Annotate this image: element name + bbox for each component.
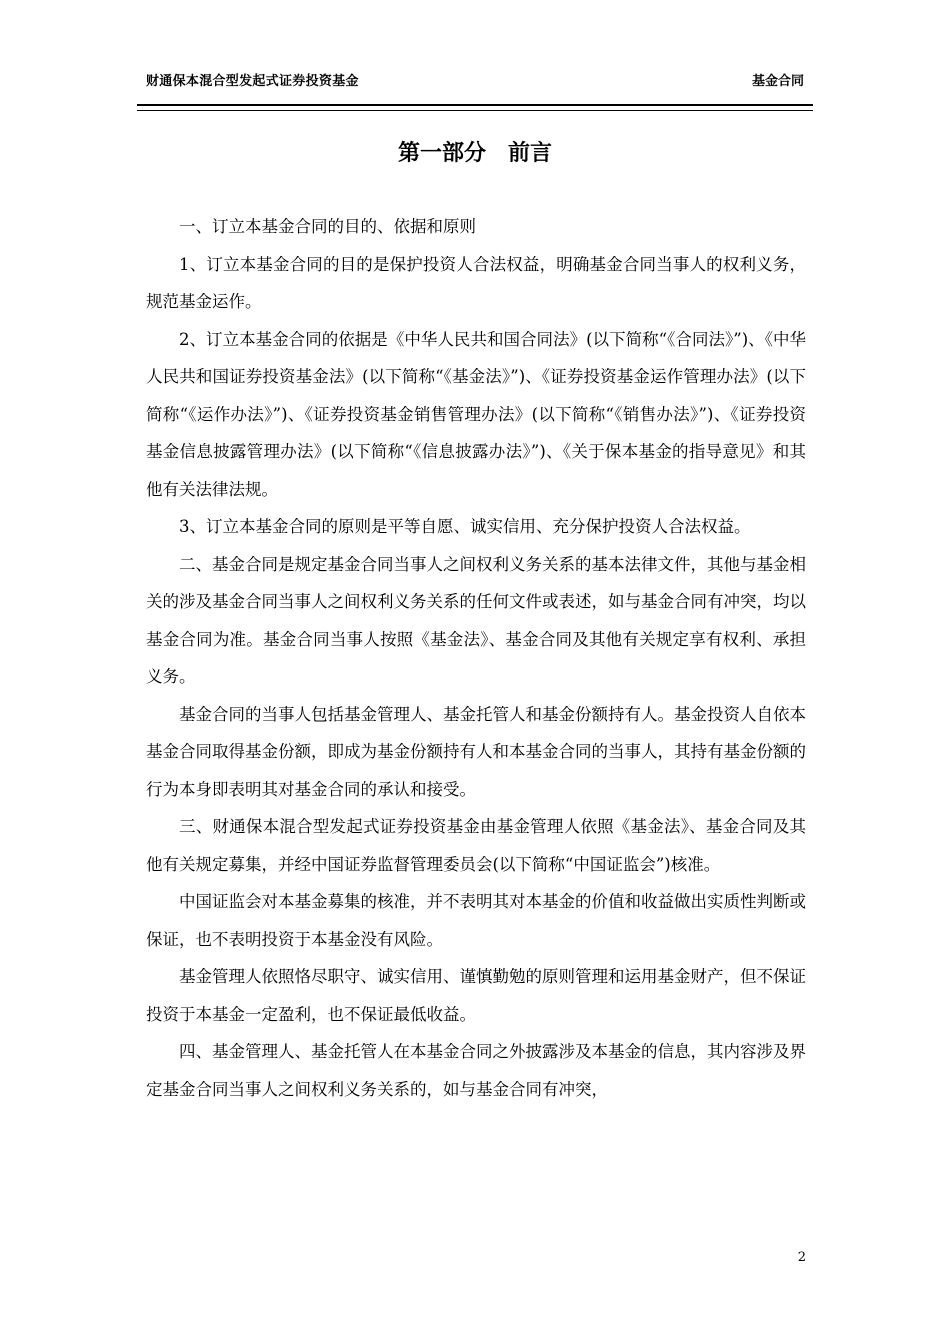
paragraph: 三、财通保本混合型发起式证券投资基金由基金管理人依照《基金法》、基金合同及其他有关规定募集，并经中国证券监督管理委员会(以下简称“中国证监会”)核准。 <box>146 817 806 874</box>
paragraph: 基金合同的当事人包括基金管理人、基金托管人和基金份额持有人。基金投资人自依本基金合同取得基金份额，即成为基金份额持有人和本基金合同的当事人，其持有基金份额的行为本身即表明其对基金合同的承认和接受。 <box>146 704 806 799</box>
paragraph: 3、订立本基金合同的原则是平等自愿、诚实信用、充分保护投资人合法权益。 <box>179 517 751 536</box>
paragraph: 2、订立本基金合同的依据是《中华人民共和国合同法》(以下简称“《合同法》”)、《中华人民共和国证券投资基金法》(以下简称“《基金法》”)、《证券投资基金运作管理办法》(以下简称“《运作办法》”)、《证券投资基金销售管理办法》(以下简称“《销售办法》”)、《证券投资基金信息披露管理办法》(以下简称“《信息披露办法》”)、《关于保本基金的指导意见》和其他有关法律法规。 <box>146 329 806 499</box>
header-rule-thick <box>137 104 813 106</box>
paragraph: 二、基金合同是规定基金合同当事人之间权利义务关系的基本法律文件，其他与基金相关的涉及基金合同当事人之间权利义务关系的任何文件或表述，如与基金合同有冲突，均以基金合同为准。基金合同当事人按照《基金法》、基金合同及其他有关规定享有权利、承担义务。 <box>146 554 806 686</box>
paragraph: 基金管理人依照恪尽职守、诚实信用、谨慎勤勉的原则管理和运用基金财产，但不保证投资于本基金一定盈利，也不保证最低收益。 <box>146 967 806 1024</box>
header-document-type: 基金合同 <box>751 74 804 89</box>
section-title <box>0 136 950 167</box>
section-name: 前言 <box>508 141 553 166</box>
document-body <box>146 208 806 1108</box>
paragraph: 一、订立本基金合同的目的、依据和原则 <box>179 217 476 236</box>
header-document-title: 财通保本混合型发起式证券投资基金 <box>146 74 359 89</box>
paragraph: 中国证监会对本基金募集的核准，并不表明其对本基金的价值和收益做出实质性判断或保证，也不表明投资于本基金没有风险。 <box>146 892 806 949</box>
paragraph: 1、订立本基金合同的目的是保护投资人合法权益，明确基金合同当事人的权利义务，规范基金运作。 <box>146 254 806 311</box>
section-part-label: 第一部分 <box>397 141 486 166</box>
paragraph: 四、基金管理人、基金托管人在本基金合同之外披露涉及本基金的信息，其内容涉及界定基金合同当事人之间权利义务关系的，如与基金合同有冲突， <box>146 1042 806 1099</box>
header-rule-thin <box>137 110 813 111</box>
page-number: 2 <box>797 1250 806 1265</box>
